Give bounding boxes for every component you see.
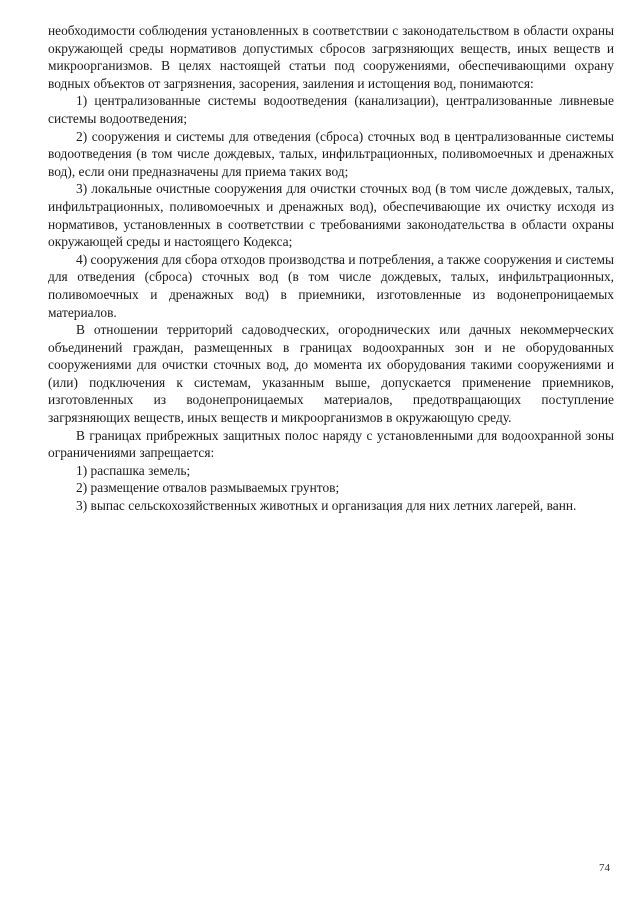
prohibition-item-3: 3) выпас сельскохозяйственных животных и организация для них летних лагерей, ванн. — [76, 498, 577, 514]
prohibition-item-2: 2) размещение отвалов размываемых грунтов; — [76, 480, 340, 496]
list-item-4: 4) сооружения для сбора отходов производства и потребления, а также сооружения и системы для отведения (сброса) сточных вод (в том числе дождевых, талых, инфильтрационных, поливомоечных и дренажных вод) в приемники, изготовленные из водонепроницаемых материалов. — [48, 251, 614, 320]
list-item-3: 3) локальные очистные сооружения для очистки сточных вод (в том числе дождевых, талых, инфильтрационных, поливомоечных и дренажных вод), обеспечивающие их очистку исходя из нормативов, установленных в соответствии с требованиями законодательства в области охраны окружающей среды и настоящего Кодекса; — [48, 181, 614, 250]
list-item-1: 1) централизованные системы водоотведения (канализации), централизованные ливневые системы водоотведения; — [48, 93, 614, 126]
list-item-2: 2) сооружения и системы для отведения (сброса) сточных вод в централизованные системы водоотведения (в том числе дождевых, талых, инфильтрационных, поливомоечных и дренажных вод), если они предназначены для приема таких вод; — [48, 128, 614, 179]
paragraph-garden-territories: В отношении территорий садоводческих, огороднических или дачных некоммерческих объединений граждан, размещенных в границах водоохранных зон и не оборудованных сооружениями для очистки сточных вод, до момента их оборудования такими сооружениями и (или) подключения к системам, указанным выше, допускается применение приемников, изготовленных из водонепроницаемых материалов, предотвращающих поступление загрязняющих веществ, иных веществ и микроорганизмов в окружающую среду. — [48, 322, 614, 426]
document-page — [48, 22, 614, 515]
page-number: 74 — [599, 862, 610, 874]
prohibition-item-1: 1) распашка земель; — [76, 462, 191, 478]
paragraph-coastal-strips: В границах прибрежных защитных полос наряду с установленными для водоохранной зоны ограничениями запрещается: — [48, 427, 614, 461]
paragraph-continuation: необходимости соблюдения установленных в соответствии с законодательством в области охраны окружающей среды нормативов допустимых сбросов загрязняющих веществ, иных веществ и микроорганизмов. В целях настоящей статьи под сооружениями, обеспечивающими охрану водных объектов от загрязнения, засорения, заиления и истощения вод, понимаются: — [48, 23, 614, 91]
